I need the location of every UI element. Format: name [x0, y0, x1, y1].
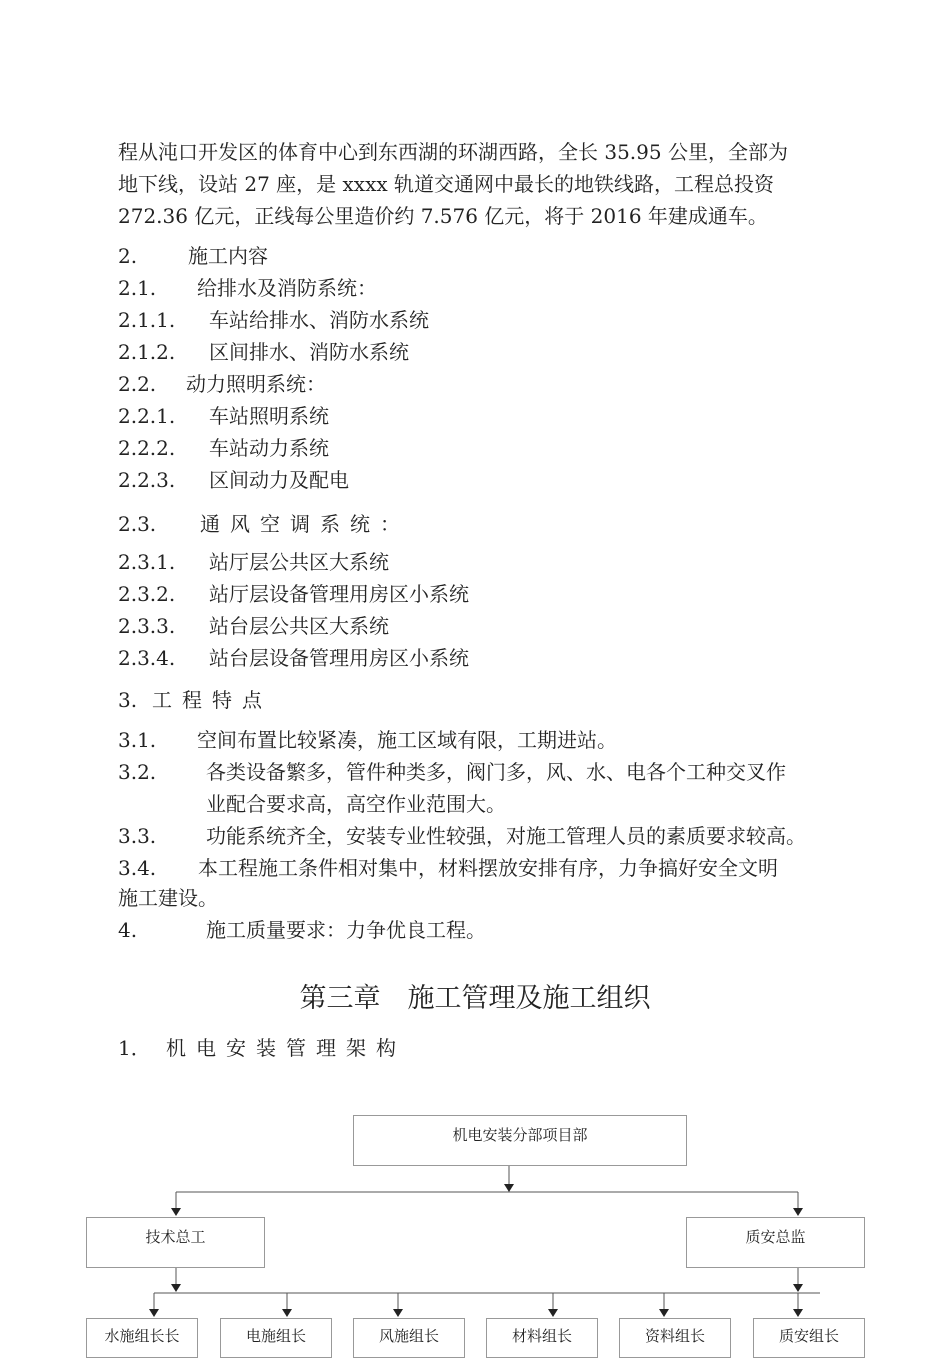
- list-item: 3.1. 空间布置比较紧凑，施工区域有限，工期进站。: [118, 728, 617, 752]
- org-box-group: 质安组长: [753, 1318, 865, 1358]
- list-item: 2.3.3. 站台层公共区大系统: [118, 614, 389, 638]
- list-item: 2. 施工内容: [118, 244, 268, 268]
- org-box-group: 水施组长长: [86, 1318, 198, 1358]
- org-box-technical-chief: 技术总工: [86, 1217, 265, 1268]
- arrow-head: [171, 1284, 181, 1292]
- list-item: 2.3.1. 站厅层公共区大系统: [118, 550, 389, 574]
- arrow-head: [793, 1284, 803, 1292]
- org-box-group: 资料组长: [619, 1318, 731, 1358]
- list-item: 2.2.2. 车站动力系统: [118, 436, 329, 460]
- arrow-head: [149, 1309, 159, 1317]
- intro-line-2: 地下线，设站 27 座，是 xxxx 轨道交通网中最长的地铁线路，工程总投资: [118, 172, 774, 196]
- arrow-head: [393, 1309, 403, 1317]
- intro-line-1: 程从沌口开发区的体育中心到东西湖的环湖西路，全长 35.95 公里，全部为: [118, 140, 788, 164]
- chapter-title: 第三章 施工管理及施工组织: [299, 983, 651, 1014]
- list-item: 3.4. 本工程施工条件相对集中，材料摆放安排有序，力争搞好安全文明: [118, 856, 778, 880]
- list-item: 4. 施工质量要求：力争优良工程。: [118, 918, 486, 942]
- arrow-head: [171, 1208, 181, 1216]
- list-item: 2.1. 给排水及消防系统：: [118, 276, 377, 300]
- list-item: 2.3. 通风空调系统：: [118, 512, 410, 536]
- arrow-head: [282, 1309, 292, 1317]
- arrow-head: [548, 1309, 558, 1317]
- list-item: 2.2. 动力照明系统：: [118, 372, 326, 396]
- list-item: 3. 工程特点: [118, 688, 272, 712]
- list-item: 2.2.1. 车站照明系统: [118, 404, 329, 428]
- list-item: 3.3. 功能系统齐全，安装专业性较强，对施工管理人员的素质要求较高。: [118, 824, 806, 848]
- list-item: 业配合要求高，高空作业范围大。: [206, 792, 506, 816]
- section-title: 机电安装管理架构: [166, 1036, 406, 1060]
- list-item: 2.2.3. 区间动力及配电: [118, 468, 349, 492]
- arrow-head: [793, 1208, 803, 1216]
- list-item: 2.3.4. 站台层设备管理用房区小系统: [118, 646, 469, 670]
- arrow-head: [659, 1309, 669, 1317]
- list-item: 3.2. 各类设备繁多，管件种类多，阀门多，风、水、电各个工种交叉作: [118, 760, 786, 784]
- list-item: 2.1.1. 车站给排水、消防水系统: [118, 308, 429, 332]
- arrow-head: [504, 1184, 514, 1192]
- list-item: 施工建设。: [118, 886, 218, 910]
- org-box-group: 电施组长: [220, 1318, 332, 1358]
- section-number: 1．: [118, 1036, 151, 1060]
- list-item: 2.3.2. 站厅层设备管理用房区小系统: [118, 582, 469, 606]
- org-box-project-dept: 机电安装分部项目部: [353, 1115, 687, 1166]
- intro-line-3: 272.36 亿元，正线每公里造价约 7.576 亿元，将于 2016 年建成通车。: [118, 204, 768, 228]
- arrow-head: [793, 1309, 803, 1317]
- org-box-safety-director: 质安总监: [686, 1217, 865, 1268]
- org-box-group: 风施组长: [353, 1318, 465, 1358]
- list-item: 2.1.2. 区间排水、消防水系统: [118, 340, 409, 364]
- org-box-group: 材料组长: [486, 1318, 598, 1358]
